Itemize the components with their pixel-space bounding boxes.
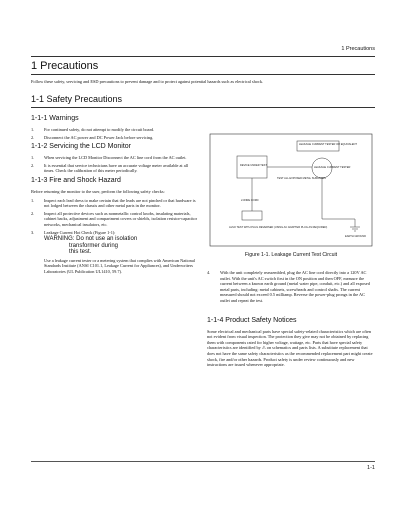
- product-safety-heading: 1-1-4 Product Safety Notices: [207, 316, 297, 324]
- list-item: 2. Inspect all protective devices such as nonmetallic control knobs, insulating materials, cabinet backs, adjustment and compartment covers or shields, isolation resistor-capacitor networks, mechanical insulators, etc.: [31, 210, 198, 227]
- section-title: 1-1 Safety Precautions: [31, 94, 123, 104]
- list-item: 1. For continued safety, do not attempt to modify the circuit board.: [31, 127, 155, 132]
- list-item: 2. It is essential that service technicians have an accurate voltage meter available at all times. Check the calibration of this meter periodically.: [31, 162, 188, 174]
- leakage-test-figure: [207, 131, 375, 249]
- device-label: DEVICE UNDER TEST: [240, 164, 267, 167]
- circuit-diagram: [207, 131, 375, 249]
- list-item: 1. Inspect each lead dress to make certain that the leads are not pinched or that hardware is not lodged between the chassis and other metal parts in the monitor.: [31, 197, 196, 209]
- fire-intro: Before returning the monitor to the user, perform the following safety checks:: [31, 188, 165, 194]
- tester-label: LEAKAGE CURRENT TESTER OR EQUIVALENT: [299, 143, 357, 146]
- meter-label: LEAKAGE CURRENT TESTER: [314, 166, 351, 169]
- footer-rule: [31, 461, 375, 462]
- tester-standard-text: Use a leakage current tester or a metering system that complies with American National Standards Institute (ANSI C101.1, Leakage Current for Appliances), and Underwriters Laboratories (UL Publication UL1410, 59.7).: [44, 257, 195, 274]
- list-item: 3. Leakage Current Hot Check (Figure 1-1): WARNING: Do not use an isolation transformer during this test. Use a leakage current tester or a metering system that complies with American National Standards Institute (ANSI C101.1, Leakage Current for Appliances), and Underwriters Laboratories (UL Publication UL1410, 59.7).: [31, 230, 199, 275]
- product-safety-body: Some electrical and mechanical parts have special safety-related characteristics which are often not evident from visual inspection. The protection they give may not be obtained by replacing them with components rated for higher voltage, wattage, etc. Parts that have special safety characteristics are identified by ⚠ on schematics and parts lists. A substitute replacement that does not have the same safety characteristics as the recommended replacement part might create shock, fire and/or other hazards. Product safety is under review continuously and new instructions are issued whenever appropriate.: [207, 328, 373, 368]
- running-header: 1 Precautions: [341, 46, 375, 52]
- section-rule: [31, 107, 375, 108]
- also-test-label: ALSO TEST WITH PLUG REVERSED (USING AC ADAPTER PLUG AS REQUIRED): [229, 226, 328, 229]
- ground-label: EARTH GROUND: [345, 235, 366, 238]
- list-item: 1. When servicing the LCD Monitor Disconnect the AC line cord from the AC outlet.: [31, 155, 187, 161]
- chapter-intro: Follow these safety, servicing and ESD precautions to prevent damage and to protect against potential hazards such as electrical shock.: [31, 79, 264, 84]
- fire-heading: 1-1-3 Fire and Shock Hazard: [31, 176, 121, 184]
- fire-list-continued: [207, 270, 375, 304]
- cap-label: TEST ALL EXPOSED METAL SURFACES: [277, 177, 326, 180]
- fire-list: [31, 198, 199, 275]
- servicing-list: [31, 155, 199, 174]
- servicing-heading: 1-1-2 Servicing the LCD Monitor: [31, 143, 131, 151]
- cord-label: 2-WIRE CORD: [241, 199, 259, 202]
- warnings-list: [31, 127, 199, 140]
- warnings-heading: 1-1-1 Warnings: [31, 115, 79, 122]
- chapter-title: 1 Precautions: [31, 60, 99, 72]
- list-item: 4. With the unit completely reassembled, plug the AC line cord directly into a 120V AC outlet. With the unit's AC switch first in the ON position and then OFF, measure the current between a known earth ground (metal water pipe, conduit, etc.) and all exposed metal parts, including: metal cabinets, screwheads and control shafts. The current measured should not exceed 0.5 milliamp. Reverse the power-plug prongs in the AC outlet and repeat the test.: [207, 270, 370, 303]
- figure-caption: Figure 1-1. Leakage Current Test Circuit: [244, 252, 338, 258]
- page-number: 1-1: [367, 465, 375, 471]
- warning-note: WARNING: Do not use an isolation transformer during this test.: [44, 236, 138, 256]
- right-column: [207, 270, 375, 371]
- chapter-rule: [31, 74, 375, 75]
- header-rule: [31, 56, 375, 57]
- list-item: 2. Disconnect the AC power and DC Power Jack before servicing.: [31, 134, 154, 140]
- left-column: [31, 115, 199, 277]
